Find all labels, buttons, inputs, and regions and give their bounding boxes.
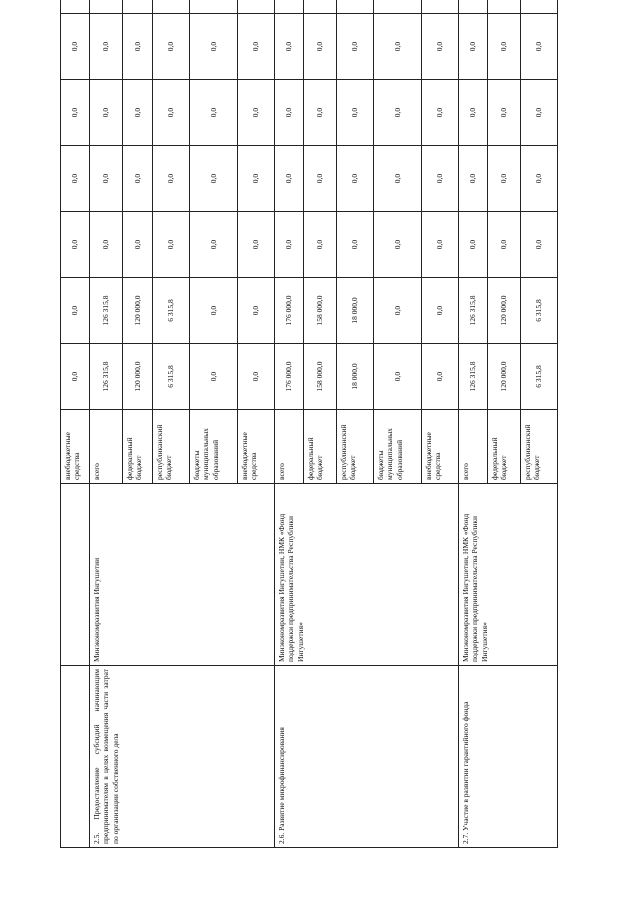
value-cell: 0,0 xyxy=(521,14,558,80)
measure-cell: 2.5. Предоставление субсидий начинающим предпринимателям в целях возмещения части затрат по организации собственного дела xyxy=(90,666,275,848)
value-cell xyxy=(521,0,558,14)
value-cell: 0,0 xyxy=(153,212,190,278)
funding-source-cell: бюджеты муниципальных образований xyxy=(374,410,422,484)
executor-cell: Минэкономразвития Ингушетии, НМК «Фонд поддержки предпринимательства Республики Ингушетия» xyxy=(459,484,558,666)
value-cell: 0,0 xyxy=(337,14,374,80)
value-cell xyxy=(374,0,422,14)
value-cell: 0,0 xyxy=(304,146,337,212)
value-cell: 0,0 xyxy=(374,80,422,146)
value-cell: 0,0 xyxy=(337,80,374,146)
value-cell: 0,0 xyxy=(374,344,422,410)
table-row xyxy=(459,0,488,848)
value-cell: 0,0 xyxy=(422,146,459,212)
value-cell: 120 000,0 xyxy=(123,278,153,344)
value-cell: 0,0 xyxy=(123,80,153,146)
value-cell: 6 315,8 xyxy=(521,278,558,344)
value-cell: 126 315,8 xyxy=(459,278,488,344)
funding-source-cell: республиканский бюджет xyxy=(521,410,558,484)
funding-source-cell: всего xyxy=(459,410,488,484)
value-cell: 6 315,8 xyxy=(153,344,190,410)
measure-cell: 2.7. Участие в развитии гарантийного фонда xyxy=(459,666,558,848)
value-cell: 0,0 xyxy=(459,146,488,212)
funding-source-cell: внебюджетные средства xyxy=(422,410,459,484)
value-cell: 120 000,0 xyxy=(488,278,521,344)
value-cell: 0,0 xyxy=(153,80,190,146)
value-cell: 0,0 xyxy=(90,80,123,146)
value-cell: 18 000,0 xyxy=(337,278,374,344)
value-cell xyxy=(337,0,374,14)
value-cell xyxy=(153,0,190,14)
value-cell: 126 315,8 xyxy=(90,278,123,344)
value-cell: 176 000,0 xyxy=(275,344,304,410)
value-cell xyxy=(304,0,337,14)
value-cell: 0,0 xyxy=(521,212,558,278)
value-cell: 176 000,0 xyxy=(275,278,304,344)
measure-cell: 2.6. Развитие микрофинансирования xyxy=(275,666,459,848)
value-cell: 126 315,8 xyxy=(459,344,488,410)
value-cell: 0,0 xyxy=(238,146,275,212)
value-cell: 0,0 xyxy=(123,14,153,80)
funding-source-cell: внебюджетные средства xyxy=(238,410,275,484)
value-cell xyxy=(488,0,521,14)
value-cell: 126 315,8 xyxy=(90,344,123,410)
value-cell xyxy=(422,0,459,14)
value-cell: 0,0 xyxy=(90,14,123,80)
value-cell xyxy=(61,0,90,14)
value-cell: 0,0 xyxy=(190,344,238,410)
value-cell: 0,0 xyxy=(238,80,275,146)
value-cell: 0,0 xyxy=(337,212,374,278)
value-cell: 0,0 xyxy=(488,146,521,212)
value-cell: 0,0 xyxy=(275,14,304,80)
value-cell xyxy=(275,0,304,14)
value-cell: 158 000,0 xyxy=(304,344,337,410)
value-cell: 0,0 xyxy=(422,278,459,344)
value-cell: 0,0 xyxy=(521,146,558,212)
value-cell: 0,0 xyxy=(238,344,275,410)
value-cell: 0,0 xyxy=(238,212,275,278)
value-cell: 0,0 xyxy=(90,146,123,212)
value-cell: 0,0 xyxy=(374,278,422,344)
value-cell: 0,0 xyxy=(190,146,238,212)
funding-source-cell: федеральный бюджет xyxy=(304,410,337,484)
value-cell: 0,0 xyxy=(422,14,459,80)
value-cell: 0,0 xyxy=(123,146,153,212)
value-cell: 0,0 xyxy=(190,80,238,146)
value-cell: 0,0 xyxy=(61,146,90,212)
value-cell: 0,0 xyxy=(238,14,275,80)
funding-source-cell: федеральный бюджет xyxy=(488,410,521,484)
value-cell xyxy=(90,0,123,14)
value-cell: 0,0 xyxy=(61,212,90,278)
value-cell: 120 000,0 xyxy=(488,344,521,410)
rotated-budget-table xyxy=(60,28,558,848)
value-cell xyxy=(459,0,488,14)
executor-cell: Минэкономразвития Ингушетии xyxy=(90,484,275,666)
value-cell: 0,0 xyxy=(459,14,488,80)
value-cell: 0,0 xyxy=(374,212,422,278)
funding-source-cell: республиканский бюджет xyxy=(337,410,374,484)
value-cell: 0,0 xyxy=(422,80,459,146)
value-cell: 0,0 xyxy=(61,344,90,410)
budget-table xyxy=(60,0,558,848)
value-cell: 0,0 xyxy=(190,14,238,80)
executor-cell xyxy=(61,484,90,666)
value-cell: 0,0 xyxy=(422,344,459,410)
value-cell: 18 000,0 xyxy=(337,344,374,410)
value-cell: 0,0 xyxy=(374,14,422,80)
value-cell: 0,0 xyxy=(304,212,337,278)
value-cell: 0,0 xyxy=(153,146,190,212)
value-cell: 0,0 xyxy=(238,278,275,344)
value-cell: 0,0 xyxy=(488,14,521,80)
table-row xyxy=(61,0,90,848)
value-cell: 0,0 xyxy=(488,212,521,278)
funding-source-cell: внебюджетные средства xyxy=(61,410,90,484)
value-cell: 0,0 xyxy=(422,212,459,278)
value-cell xyxy=(238,0,275,14)
value-cell xyxy=(123,0,153,14)
value-cell: 0,0 xyxy=(304,14,337,80)
funding-source-cell: федеральный бюджет xyxy=(123,410,153,484)
funding-source-cell: бюджеты муниципальных образований xyxy=(190,410,238,484)
value-cell: 0,0 xyxy=(190,212,238,278)
table-row xyxy=(90,0,123,848)
value-cell: 120 000,0 xyxy=(123,344,153,410)
value-cell: 0,0 xyxy=(190,278,238,344)
table-row xyxy=(275,0,304,848)
measure-cell xyxy=(61,666,90,848)
value-cell: 0,0 xyxy=(459,80,488,146)
value-cell: 0,0 xyxy=(275,80,304,146)
funding-source-cell: всего xyxy=(275,410,304,484)
value-cell: 0,0 xyxy=(61,14,90,80)
value-cell: 0,0 xyxy=(153,14,190,80)
value-cell: 0,0 xyxy=(123,212,153,278)
funding-source-cell: республиканский бюджет xyxy=(153,410,190,484)
value-cell: 0,0 xyxy=(275,146,304,212)
value-cell: 0,0 xyxy=(304,80,337,146)
value-cell: 158 000,0 xyxy=(304,278,337,344)
funding-source-cell: всего xyxy=(90,410,123,484)
value-cell: 0,0 xyxy=(374,146,422,212)
value-cell xyxy=(190,0,238,14)
executor-cell: Минэкономразвития Ингушетии, НМК «Фонд поддержки предпринимательства Республики Ингушетия» xyxy=(275,484,459,666)
value-cell: 0,0 xyxy=(275,212,304,278)
value-cell: 0,0 xyxy=(521,80,558,146)
value-cell: 6 315,8 xyxy=(521,344,558,410)
value-cell: 0,0 xyxy=(61,278,90,344)
value-cell: 0,0 xyxy=(61,80,90,146)
value-cell: 0,0 xyxy=(337,146,374,212)
value-cell: 0,0 xyxy=(488,80,521,146)
value-cell: 0,0 xyxy=(90,212,123,278)
value-cell: 6 315,8 xyxy=(153,278,190,344)
value-cell: 0,0 xyxy=(459,212,488,278)
